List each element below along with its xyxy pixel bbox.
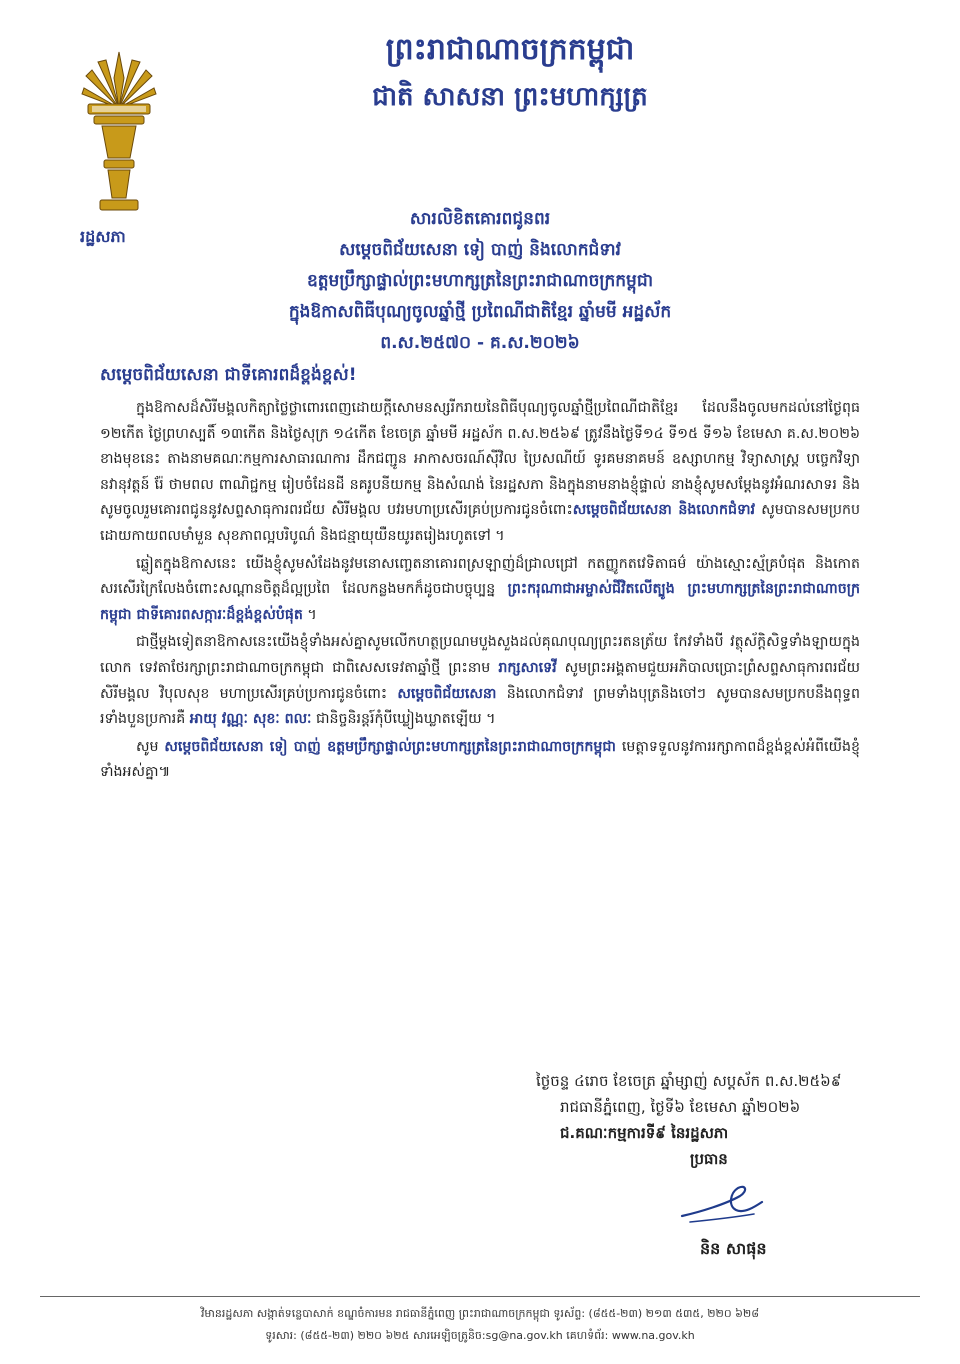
footer-address: វិមានរដ្ឋសភា សង្កាត់ទន្លេបាសាក់ ខណ្ឌចំការមន រាជធានីភ្នំពេញ ព្រះរាជាណាចក្រកម្ពុជា ទូរស័ព្ទ: (៨៥៥-២៣) ២១៣ ៥៣៥, ២២០ ៦២៨ xyxy=(200,1307,760,1320)
lunar-date: ថ្ងៃចន្ទ ៤រោច ខែចេត្រ ឆ្នាំម្សាញ់ សប្តស័ក ព.ស.២៥៦៩ xyxy=(536,1072,842,1090)
paragraph-text: ឆ្លៀតក្នុងឱកាសនេះ យើងខ្ញុំសូមសំដែងនូវមនោសញ្ចេតនាគោរពស្រឡាញ់ដ៏ជ្រាលជ្រៅ កតញ្ញូកតវេទិតាធម៌ យ៉ាងស្មោះស្ម័គ្របំផុត និងកោតសរសើរក្រៃលែងចំពោះសណ្តានចិត្តដ៏ល្អប្រពៃ ដែលកន្លងមកក៏ដូចជាបច្ចុប្បន្ន xyxy=(100,555,860,598)
letter-body xyxy=(100,396,860,788)
title-line-2: សម្តេចពិជ័យសេនា ទៀ បាញ់ និងលោកជំទាវ xyxy=(339,240,621,260)
kingdom-heading: ព្រះរាជាណាចក្រកម្ពុជា xyxy=(385,32,635,67)
highlighted-name: សម្តេចពិជ័យសេនា ទៀ បាញ់ ឧត្តមប្រឹក្សាផ្ទាល់ព្រះមហាក្សត្រនៃព្រះរាជាណាចក្រកម្ពុជា xyxy=(164,738,616,755)
paragraph-1 xyxy=(100,396,860,550)
paragraph-4 xyxy=(100,735,860,786)
highlighted-name: រាក្សសាទេវី xyxy=(498,659,557,676)
paragraph-text: ជាថ្មីម្តងទៀតនាឱកាសនេះយើងខ្ញុំទាំងអស់គ្នាសូមលើកហត្ថប្រណមបួងសួងដល់គុណបុណ្យព្រះរតនត្រ័យ កែវទាំងបី វត្ថុស័ក្តិសិទ្ធទាំងឡាយក្នុងលោក ទេវតាថែរក្សាព្រះរាជាណាចក្រកម្ពុជា ជាពិសេសទេវតាឆ្នាំថ្មី ព្រះនាម xyxy=(100,634,860,676)
highlighted-name: សម្តេចពិជ័យសេនា xyxy=(397,685,497,702)
paragraph-text: និងលោកជំទាវ ព្រមទាំងបុត្រនិងចៅៗ សូមបានសមប្រកបនឹងពុទ្ធពរទាំងបួនប្រការគឺ xyxy=(100,685,860,728)
title-line-5: ព.ស.២៥៧០ - គ.ស.២០២៦ xyxy=(380,333,580,353)
emblem-label: រដ្ឋសភា xyxy=(80,227,126,246)
footer-contact: ទូរសារ: (៨៥៥-២៣) ២២០ ៦២៥ សារអេឡិចត្រូនិច:sg@na.gov.kh គេហទំព័រ: www.na.gov.kh xyxy=(265,1329,695,1342)
national-assembly-emblem-icon xyxy=(78,48,160,218)
signer-role: ប្រធាន xyxy=(690,1150,728,1168)
highlighted-name: ព្រះករុណាជាអម្ចាស់ជីវិតលើត្បូង ព្រះមហាក្សត្រនៃព្រះរាជាណាចក្រកម្ពុជា ជាទីគោរពសក្ការៈដ៏ខ្ពង់ខ្ពស់បំផុត xyxy=(100,581,860,623)
paragraph-text: សូម xyxy=(136,738,165,755)
salutation: សម្តេចពិជ័យសេនា ជាទីគោរពដ៏ខ្ពង់ខ្ពស់! xyxy=(100,365,357,385)
paragraph-text: មេត្តាទទួលនូវការរក្សាកាពដ៏ខ្ពង់ខ្ពស់អំពីយើងខ្ញុំទាំងអស់គ្នា៕ xyxy=(100,738,860,781)
paragraph-text: ។ xyxy=(302,606,317,623)
signer-name: និន សាផុន xyxy=(700,1239,767,1258)
paragraph-text: សូមបានសមប្រកបដោយកាយពលមាំមួន សុខភាពល្អបរិបូណ៌ និងជន្មាយុយឺនយូរតរៀងរហូតទៅ ។ xyxy=(100,502,861,544)
national-motto: ជាតិ សាសនា ព្រះមហាក្សត្រ xyxy=(372,82,648,112)
paragraph-text: សូមព្រះអង្គតាមជួយអភិបាលប្រោះព្រំសព្ទសាធុការពរជ័យ សិរីមង្គល វិបុលសុខ មហាប្រសើរគ្រប់ប្រការជូនចំពោះ xyxy=(100,659,860,702)
place-date: រាជធានីភ្នំពេញ, ថ្ងៃទី៦ ខែមេសា ឆ្នាំ២០២៦ xyxy=(560,1098,801,1116)
paragraph-text: ក្នុងឱកាសដ៏សិរីមង្គលកិត្យាថ្លៃថ្លាពោរពេញដោយក្តីសោមនស្សរីករាយនៃពិធីបុណ្យចូលឆ្នាំថ្មីប្រពៃណីជាតិខ្មែរ ដែលនឹងចូលមកដល់នៅថ្ងៃពុធ ១២កើត ថ្ងៃព្រហស្បតិ៍ ១៣កើត និងថ្ងៃសុក្រ ១៤កើត ខែចេត្រ ឆ្នាំមមី អដ្ឋស័ក ព.ស.២៥៦៩ ត្រូវនឹងថ្ងៃទី១៤ ទី១៥ ទី១៦ ខែមេសា គ.ស.២០២៦ ខាងមុខនេះ តាងនាមគណៈកម្មការសាធារណការ ដឹកជញ្ជូន អាកាសចរណ៍ស៊ីវិល ប្រៃសណីយ៍ ទូរគមនាគមន៍ ឧស្សាហកម្ម វិទ្យាសាស្ត្រ បច្ចេកវិទ្យា នវានុវត្តន៍ រ៉ែ ថាមពល ពាណិជ្ជកម្ម រៀបចំដែនដី នគរូបនីយកម្ម និងសំណង់ នៃរដ្ឋសភា និងក្នុងនាមនាងខ្ញុំផ្ទាល់ នាងខ្ញុំសូមសម្តែងនូវអំណរសាទរ និងសូមចូលរួមគោរពជូននូវសព្ទសាធុការពរជ័យ សិរីមង្គល បវរមហាប្រសើរគ្រប់ប្រការជូនចំពោះ xyxy=(100,400,860,519)
paragraph-3 xyxy=(100,630,860,732)
closing-block xyxy=(520,1068,880,1172)
footer xyxy=(40,1303,920,1347)
title-line-4: ក្នុងឱកាសពិធីបុណ្យចូលឆ្នាំថ្មី ប្រពៃណីជាតិខ្មែរ ឆ្នាំមមី អដ្ឋស័ក xyxy=(288,302,672,322)
highlighted-name: សម្តេចពិជ័យសេនា និងលោកជំទាវ xyxy=(572,502,755,519)
signature-icon xyxy=(670,1172,770,1232)
committee-line: ជ.គណៈកម្មការទី៩ នៃរដ្ឋសភា xyxy=(560,1124,729,1142)
paragraph-2 xyxy=(100,552,860,629)
letter-title xyxy=(160,204,800,359)
paragraph-text: ជានិច្ចនិរន្តរ៍កុំបីឃ្លៀងឃ្លាតឡើយ ។ xyxy=(311,711,496,728)
footer-divider xyxy=(40,1296,920,1297)
highlighted-blessing: អាយុ វណ្ណៈ សុខៈ ពលៈ xyxy=(189,711,312,728)
title-line-3: ឧត្តមប្រឹក្សាផ្ទាល់ព្រះមហាក្សត្រនៃព្រះរាជាណាចក្រកម្ពុជា xyxy=(306,271,654,291)
title-line-1: សារលិខិតគោរពជូនពរ xyxy=(409,209,551,229)
